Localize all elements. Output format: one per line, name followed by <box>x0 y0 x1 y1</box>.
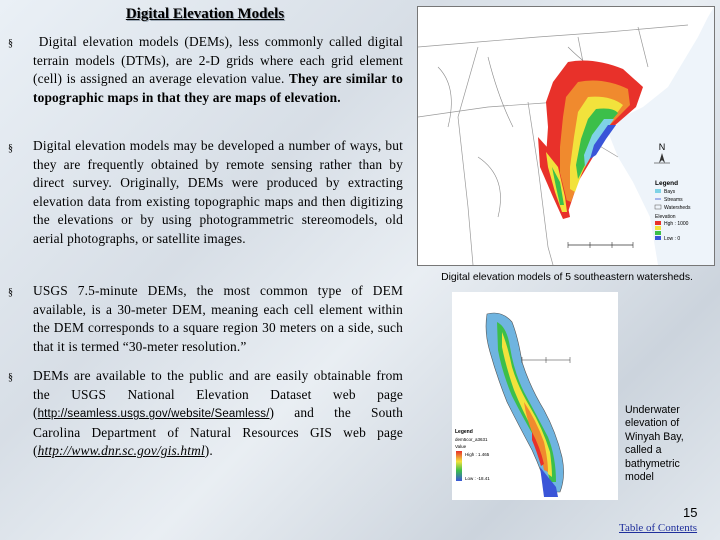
watersheds-dem-image <box>418 7 714 265</box>
legend-layer-name: dem5cor_a3631 <box>455 437 488 442</box>
bullet-marker: § <box>8 372 13 383</box>
table-of-contents-link[interactable]: Table of Contents <box>619 522 698 534</box>
paragraph-dem-availability <box>33 367 403 461</box>
legend-value: Value <box>455 444 467 449</box>
legend-title: Legend <box>455 429 473 435</box>
scdnr-gis-link[interactable]: http://www.dnr.sc.gov/gis.html <box>37 443 205 459</box>
legend-item: Watersheds <box>664 205 691 211</box>
paragraph-text: DEMs are available to the public and are easily obtainable from the USGS National Elevation Dataset web page ( <box>33 368 403 421</box>
legend-item: Bays <box>664 189 676 195</box>
bullet-marker: § <box>8 38 13 49</box>
page-title: Digital Elevation Models <box>125 6 285 22</box>
paragraph-text: ) and the South Carolina Department of Natural Resources GIS web page ( <box>33 405 403 459</box>
bathymetric-image <box>452 292 618 500</box>
paragraph-bold-text: They are similar to topographic maps in that they are maps of elevation. <box>33 71 404 105</box>
legend-item: Hgh : 1000 <box>664 221 689 227</box>
legend-high-label: High : 1.465 <box>465 452 490 457</box>
watersheds-dem-map <box>417 6 715 266</box>
legend-title: Legend <box>655 180 679 187</box>
map2-caption: Underwater elevation of Winyah Bay, called a bathymetric model <box>625 404 684 484</box>
paragraph-usgs-dems: USGS 7.5-minute DEMs, the most common type of DEM available, is a 30-meter DEM, meaning each cell element within the DEM corresponds to a square region 30 meters on a side, such that it is termed “30-meter resolution.” <box>33 283 403 354</box>
usgs-link[interactable]: http://seamless.usgs.gov/website/Seamless/ <box>37 408 270 421</box>
bullet-marker: § <box>8 143 13 154</box>
legend-item: Streams <box>664 197 683 203</box>
paragraph-dem-development: Digital elevation models may be developed a number of ways, but they are frequently obtained by remote sensing rather than by direct survey. Originally, DEMs were produced by extracting elevation data from existing topographic maps and then digitizing the elevations or by using photogrammetric stereomodels, old aerial photographs, or satellite images. <box>33 138 403 246</box>
north-label: N <box>658 142 666 152</box>
map1-caption: Digital elevation models of 5 southeastern watersheds. <box>441 272 693 283</box>
legend-low-label: Low : -18.41 <box>465 476 490 481</box>
legend-item: Low : 0 <box>664 236 681 242</box>
paragraph-text: ). <box>204 443 213 459</box>
bullet-marker: § <box>8 287 13 298</box>
paragraph-text: Digital elevation models (DEMs), less commonly called digital terrain models (DTMs), are 2-D grids where each grid element (cell) is assigned an average elevation value. <box>33 34 404 87</box>
legend-item: Elevation <box>655 214 676 220</box>
page-number: 15 <box>683 505 698 520</box>
paragraph-dem-definition <box>33 33 403 107</box>
winyah-bay-bathymetric-map <box>452 292 618 500</box>
